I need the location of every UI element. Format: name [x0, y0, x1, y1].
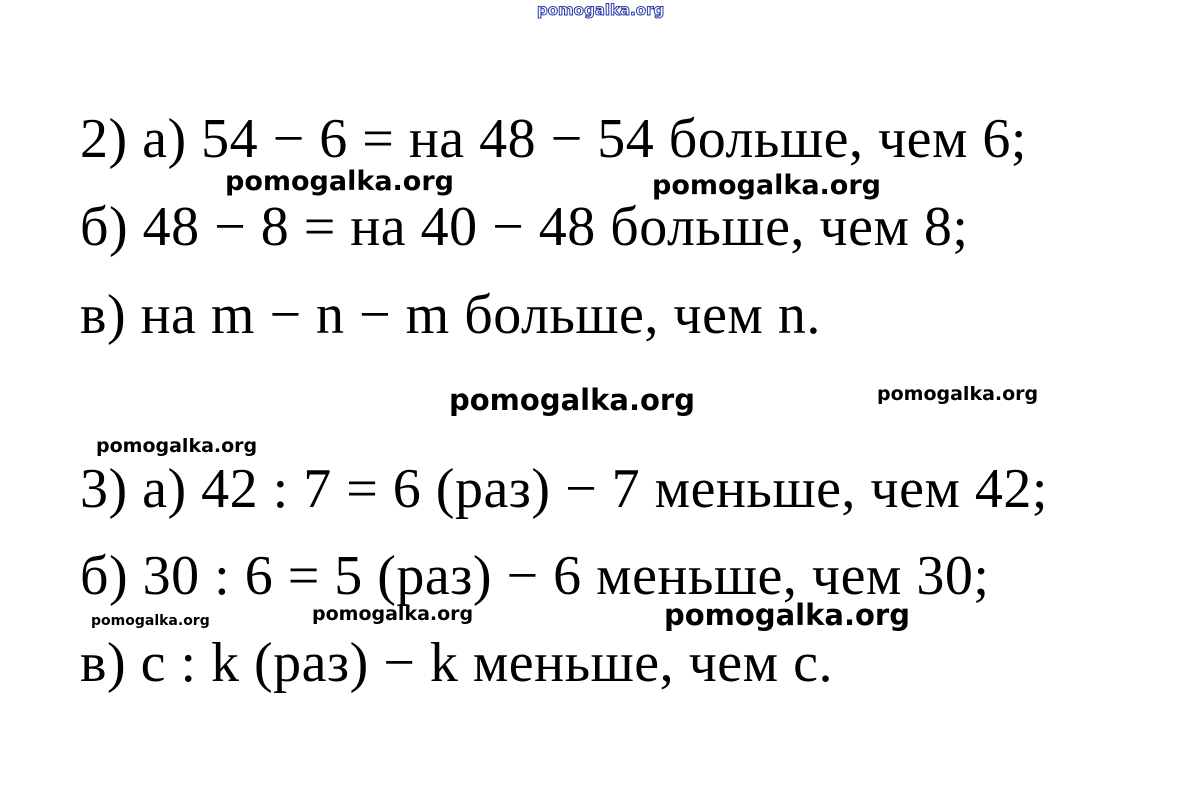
watermark: pomogalka.org: [652, 170, 881, 201]
watermark: pomogalka.org: [664, 598, 910, 632]
line-3c: в) c : k (раз) − k меньше, чем c.: [80, 632, 833, 694]
watermark: pomogalka.org: [449, 383, 695, 417]
watermark: pomogalka.org: [91, 613, 210, 629]
line-3b: б) 30 : 6 = 5 (раз) − 6 меньше, чем 30;: [80, 545, 990, 607]
watermark: pomogalka.org: [225, 166, 454, 197]
line-2a: 2) а) 54 − 6 = на 48 − 54 больше, чем 6;: [80, 108, 1027, 170]
line-3a: 3) а) 42 : 7 = 6 (раз) − 7 меньше, чем 42;: [80, 458, 1048, 520]
watermark: pomogalka.org: [877, 383, 1039, 405]
watermark: pomogalka.org: [312, 603, 474, 625]
line-2b: б) 48 − 8 = на 40 − 48 больше, чем 8;: [80, 196, 969, 258]
line-2c: в) на m − n − m больше, чем n.: [80, 284, 821, 346]
watermark: pomogalka.org: [96, 435, 258, 457]
watermark-top: pomogalka.org: [537, 1, 665, 19]
